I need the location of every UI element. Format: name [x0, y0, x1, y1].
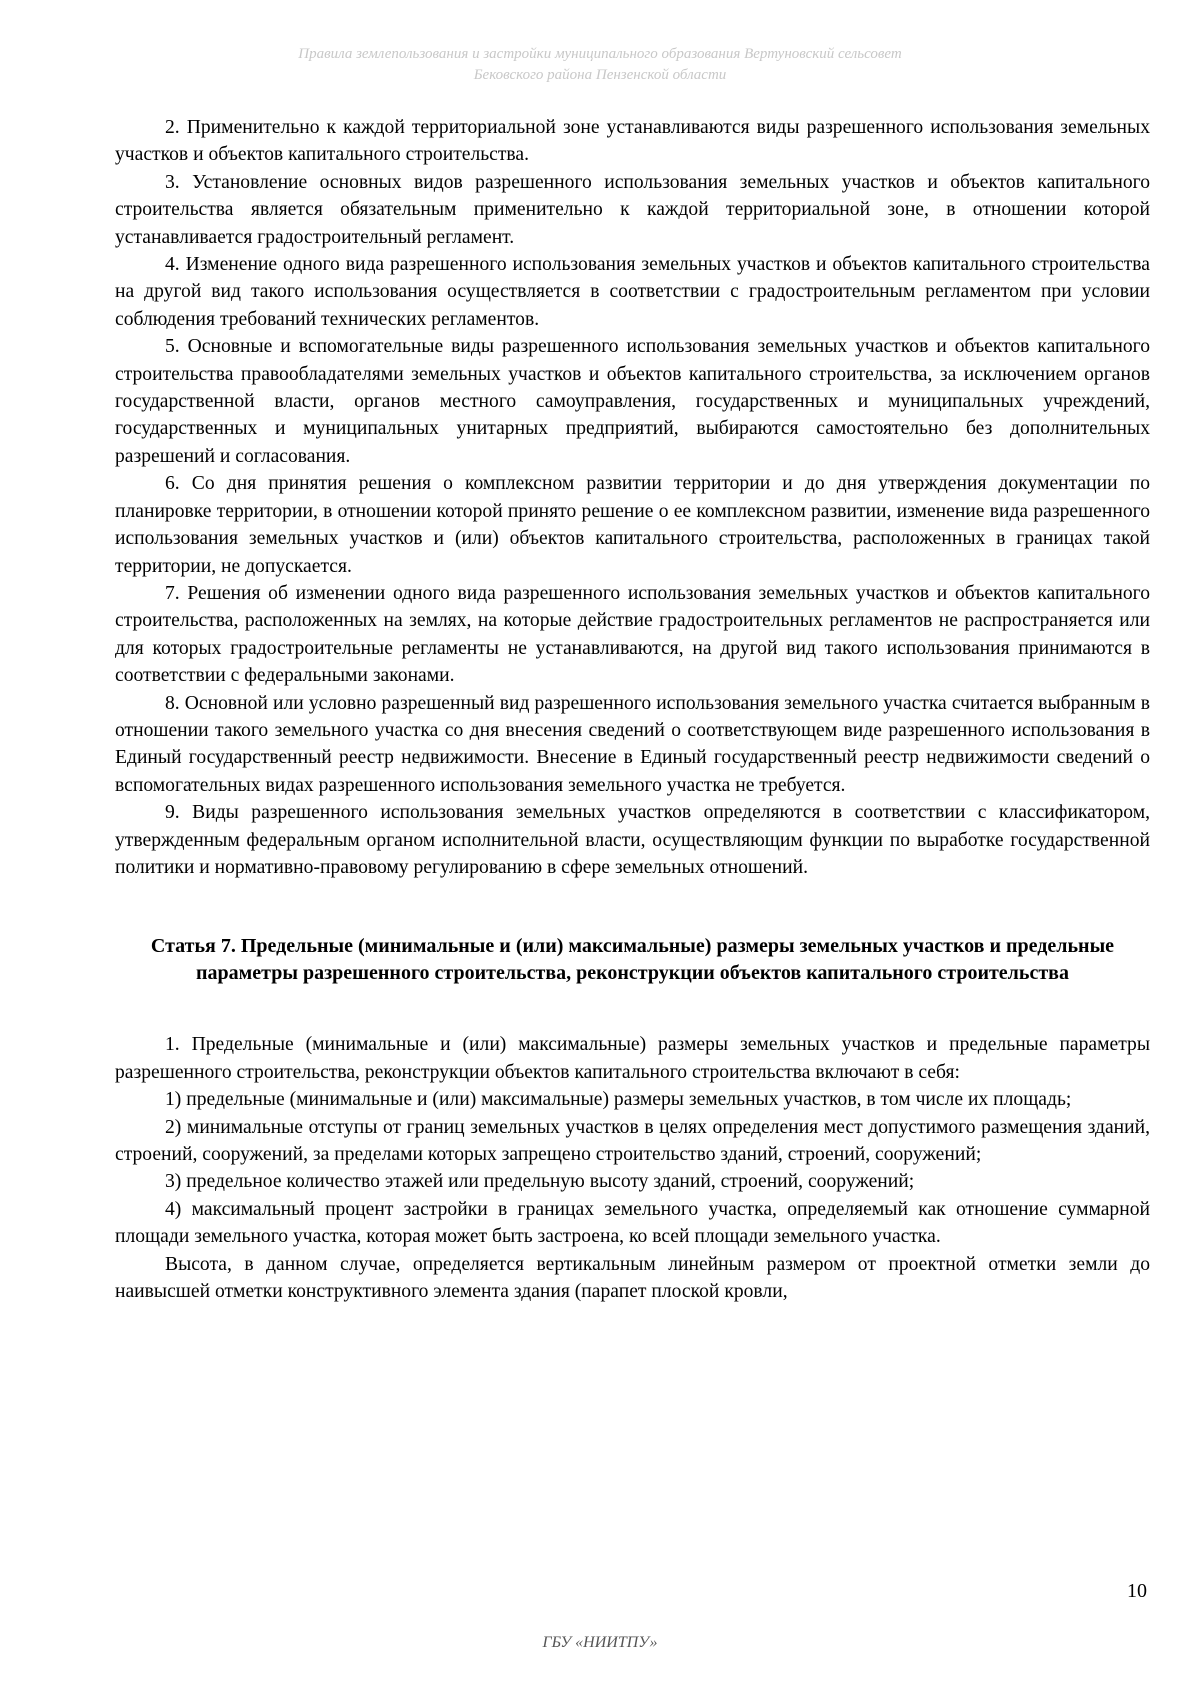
paragraph-5: 5. Основные и вспомогательные виды разрешенного использования земельных участков и объектов капитального строительства правообладателями земельных участков и объектов капитального строительства, за исключением органов государственной власти, органов местного самоуправления, государственных и муниципальных учреждений, государственных и муниципальных унитарных предприятий, выбираются самостоятельно без дополнительных разрешений и согласования.	[115, 336, 1150, 467]
article-heading: Статья 7. Предельные (минимальные и (или) максимальные) размеры земельных участков и предельные параметры разрешенного строительства, реконструкции объектов капитального строительства	[150, 935, 1115, 985]
header-line-2: Бековского района Пензенской области	[473, 67, 727, 83]
list-item-1: 1) предельные (минимальные и (или) максимальные) размеры земельных участков, в том числе их площадь;	[165, 1089, 1072, 1111]
paragraph-8: 8. Основной или условно разрешенный вид разрешенного использования земельного участка считается выбранным в отношении такого земельного участка со дня внесения сведений о соответствующем виде разрешенного использования в Единый государственный реестр недвижимости. Внесение в Единый государственный реестр недвижимости сведений о вспомогательных видах разрешенного использования земельного участка не требуется.	[115, 692, 1150, 796]
footer: ГБУ «НИИТПУ»	[542, 1634, 658, 1651]
header-line-1: Правила землепользования и застройки муниципального образования Вертуновский сельсовет	[298, 46, 902, 62]
paragraph-6: 6. Со дня принятия решения о комплексном развитии территории и до дня утверждения документации по планировке территории, в отношении которой принято решение о ее комплексном развитии, изменение вида разрешенного использования земельных участков и (или) объектов капитального строительства, расположенных в границах такой территории, не допускается.	[115, 473, 1150, 577]
document-body	[115, 114, 1150, 1305]
article-7-paragraph-1: 1. Предельные (минимальные и (или) максимальные) размеры земельных участков и предельные параметры разрешенного строительства, реконструкции объектов капитального строительства включают в себя:	[115, 1034, 1150, 1083]
height-definition-paragraph: Высота, в данном случае, определяется вертикальным линейным размером от проектной отметки земли до наивысшей отметки конструктивного элемента здания (парапет плоской кровли,	[115, 1253, 1150, 1303]
paragraph-9: 9. Виды разрешенного использования земельных участков определяются в соответствии с классификатором, утвержденным федеральным органом исполнительной власти, осуществляющим функции по выработке государственной политики и нормативно-правовому регулированию в сфере земельных отношений.	[115, 802, 1150, 878]
running-header	[0, 44, 1200, 86]
list-item-2: 2) минимальные отступы от границ земельных участков в целях определения мест допустимого размещения зданий, строений, сооружений, за пределами которых запрещено строительство зданий, строений, сооружений;	[115, 1116, 1150, 1165]
page-number: 10	[1127, 1580, 1147, 1602]
paragraph-7: 7. Решения об изменении одного вида разрешенного использования земельных участков и объектов капитального строительства, расположенных на землях, на которые действие градостроительных регламентов не распространяется или для которых градостроительные регламенты не устанавливаются, на другой вид такого использования принимаются в соответствии с федеральными законами.	[115, 582, 1150, 687]
list-item-3: 3) предельное количество этажей или предельную высоту зданий, строений, сооружений;	[165, 1171, 915, 1193]
list-item-4: 4) максимальный процент застройки в границах земельного участка, определяемый как отношение суммарной площади земельного участка, которая может быть застроена, ко всей площади земельного участка.	[115, 1198, 1150, 1248]
paragraph-3: 3. Установление основных видов разрешенного использования земельных участков и объектов капитального строительства является обязательным применительно к каждой территориальной зоне, в отношении которой устанавливается градостроительный регламент.	[115, 171, 1150, 248]
paragraph-2: 2. Применительно к каждой территориальной зоне устанавливаются виды разрешенного использования земельных участков и объектов капитального строительства.	[115, 117, 1150, 166]
paragraph-4: 4. Изменение одного вида разрешенного использования земельных участков и объектов капитального строительства на другой вид такого использования осуществляется в соответствии с градостроительным регламентом при условии соблюдения требований технических регламентов.	[115, 254, 1150, 330]
